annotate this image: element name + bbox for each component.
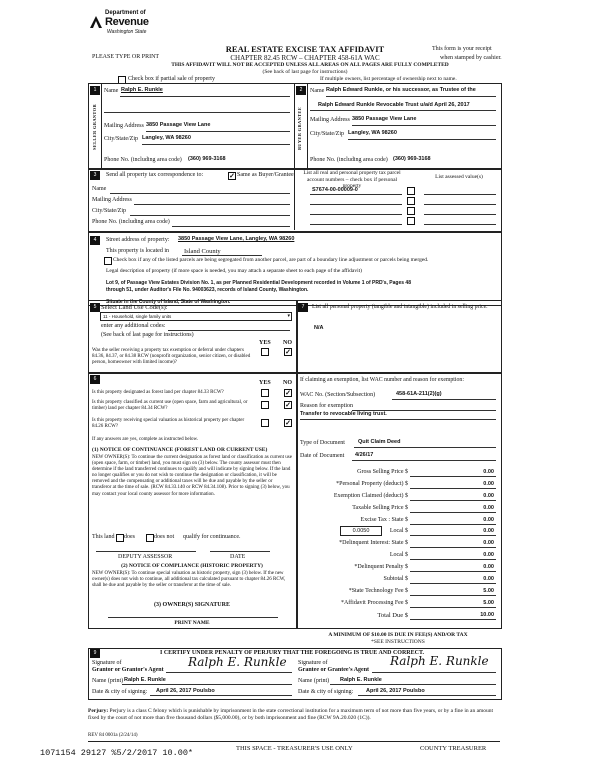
dor-logo bbox=[88, 10, 160, 44]
treasurer-stamp: 1071154 29127 %5/2/2017 10.00* bbox=[40, 748, 194, 758]
doc-type-value[interactable]: Quit Claim Deed bbox=[358, 439, 401, 445]
continuance-text: NEW OWNER(S): To continue the current designation as forest land or classification as current use (open space, farm, or timber) land, you must sign on (3) below. The county assessor must then determine if the land transferred continues to qualify and will indicate by signing below. If the land no longer qualifies or you do not wish to continue the designation or classification, it will be removed and the compensating or additional taxes will be due and payable by the seller or transferor at the time of sale. (RCW 84.33.140 or RCW 84.34.108). Prior to signing (3) below, you may contact your local county assessor for more information. bbox=[92, 455, 292, 497]
tax-label-excise-state: Excise Tax : State $ bbox=[360, 517, 408, 523]
print-name-label: PRINT NAME bbox=[174, 620, 210, 626]
parcel-1[interactable]: S7674-00-00009-0 bbox=[312, 187, 358, 193]
same-as-buyer-checkbox[interactable]: ✓ bbox=[229, 172, 235, 180]
tax-label-delinquent-state: *Delinquent Interest: State $ bbox=[339, 540, 408, 546]
grantor-sig-label-2: Grantor or Grantor's Agent bbox=[92, 667, 164, 673]
section-1-number: 1 bbox=[90, 86, 100, 95]
land-use-select[interactable] bbox=[100, 312, 292, 321]
seller-name[interactable]: Ralph E. Runkle bbox=[121, 87, 163, 93]
personal-property-label: List all personal property (tangible and intangible) included in selling price. bbox=[312, 304, 488, 310]
buyer-name-label: Name bbox=[310, 88, 325, 94]
personal-property-value[interactable]: N/A bbox=[314, 325, 324, 331]
segregated-checkbox[interactable] bbox=[104, 257, 112, 265]
s3-mailing-label: Mailing Address bbox=[92, 197, 132, 203]
doc-date-label: Date of Document bbox=[300, 453, 345, 459]
grantor-name-label: Name (print) bbox=[92, 678, 124, 684]
tax-value-penalty[interactable]: 0.00 bbox=[483, 564, 494, 570]
buyer-side-label: BUYER GRANTEE bbox=[297, 106, 302, 150]
does-label: does bbox=[124, 534, 135, 540]
s5-yes-header: YES bbox=[259, 340, 271, 346]
section-3-number: 3 bbox=[90, 171, 100, 180]
s3-name-label: Name bbox=[92, 186, 107, 192]
reason-value[interactable]: Transfer to revocable living trust. bbox=[300, 411, 387, 417]
certify-statement: I CERTIFY UNDER PENALTY OF PERJURY THAT THE FOREGOING IS TRUE AND CORRECT. bbox=[160, 650, 425, 656]
tax-value-exemption[interactable]: 0.00 bbox=[483, 493, 494, 499]
seller-phone[interactable]: (360) 969-3168 bbox=[188, 156, 226, 162]
receipt-note-1: This form is your receipt bbox=[432, 46, 492, 52]
buyer-phone[interactable]: (360) 969-3168 bbox=[393, 156, 431, 162]
please-type: PLEASE TYPE OR PRINT bbox=[92, 54, 160, 60]
seller-name-label: Name bbox=[104, 88, 119, 94]
tax-label-personal: *Personal Property (deduct) $ bbox=[336, 481, 408, 487]
tax-label-total: Total Due $ bbox=[377, 612, 408, 619]
grantee-date-label: Date & city of signing: bbox=[298, 689, 354, 695]
section-2-number: 2 bbox=[296, 86, 306, 95]
forest-no-checkbox[interactable]: ✓ bbox=[285, 389, 291, 397]
grantor-date[interactable]: April 26, 2017 Poulsbo bbox=[156, 688, 215, 694]
current-use-yes-checkbox[interactable] bbox=[261, 401, 269, 409]
form-title: REAL ESTATE EXCISE TAX AFFIDAVIT bbox=[225, 44, 385, 54]
grantor-sig-label-1: Signature of bbox=[92, 660, 122, 666]
property-street[interactable]: 3850 Passage View Lane, Langley, WA 98260 bbox=[178, 236, 295, 242]
does-checkbox[interactable] bbox=[116, 534, 124, 542]
buyer-city-label: City/State/Zip bbox=[310, 131, 344, 137]
section-4-number: 4 bbox=[90, 236, 100, 245]
buyer-phone-label: Phone No. (including area code) bbox=[310, 157, 388, 163]
buyer-mailing-label: Mailing Address bbox=[310, 117, 350, 123]
parcel-header: List all real and personal property tax parcel account numbers – check box if personal property bbox=[303, 170, 401, 190]
local-rate-select[interactable]: 0.0050 bbox=[340, 526, 382, 536]
tax-label-subtotal: Subtotal $ bbox=[383, 576, 408, 582]
s5-no-header: NO bbox=[283, 340, 292, 346]
s5-yes-checkbox[interactable] bbox=[261, 348, 269, 356]
multiple-owners-note: If multiple owners, list percentage of ownership next to name. bbox=[320, 76, 457, 82]
tax-label-exemption: Exemption Claimed (deduct) $ bbox=[333, 493, 408, 499]
see-instructions-note: *SEE INSTRUCTIONS bbox=[371, 639, 425, 645]
doc-date-value[interactable]: 4/26/17 bbox=[355, 452, 374, 458]
historic-yes-checkbox[interactable] bbox=[261, 419, 269, 427]
reason-label: Reason for exemption bbox=[300, 403, 353, 409]
assessed-header: List assessed value(s) bbox=[435, 174, 483, 180]
s5-no-checkbox[interactable]: ✓ bbox=[285, 348, 291, 356]
compliance-title: (2) NOTICE OF COMPLIANCE (HISTORIC PROPERTY) bbox=[121, 563, 263, 569]
grantee-sig-label-2: Grantee or Grantee's Agent bbox=[298, 667, 370, 673]
tax-value-personal[interactable]: 0.00 bbox=[483, 481, 494, 487]
tax-value-processing-fee[interactable]: 5.00 bbox=[483, 600, 494, 606]
legal-line-2[interactable]: through 51, under Auditor's File No. 94003623, records of Island County, Washington. bbox=[106, 287, 309, 293]
located-label: This property is located in bbox=[106, 248, 169, 254]
additional-codes-label: enter any additional codes: bbox=[101, 323, 166, 329]
grantor-signature: Ralph E. Runkle bbox=[188, 655, 287, 669]
seller-city[interactable]: Langley, WA 98260 bbox=[142, 135, 191, 141]
tax-label-gross: Gross Selling Price $ bbox=[357, 469, 408, 475]
tax-label-taxable: Taxable Selling Price $ bbox=[352, 505, 408, 511]
tax-value-local[interactable]: 0.00 bbox=[483, 528, 494, 534]
seller-city-label: City/State/Zip bbox=[104, 136, 138, 142]
segregated-label: Check box if any of the listed parcels are being segregated from another parcel, are part of a boundary line adjustment or parcels being merged. bbox=[113, 257, 429, 263]
parcel-4-personal-checkbox[interactable] bbox=[407, 217, 415, 225]
wac-label: WAC No. (Section/Subsection) bbox=[300, 392, 376, 398]
section-9-number: 9 bbox=[90, 649, 100, 658]
forest-yes-checkbox[interactable] bbox=[261, 389, 269, 397]
buyer-mailing[interactable]: 3850 Passage View Lane bbox=[352, 116, 417, 122]
legal-line-1[interactable]: Lot 9, of Passage View Estates Division No. 1, as per Planned Residential Development recorded in Volume 1 of PRD's, Pages 48 bbox=[106, 280, 411, 286]
wac-value[interactable]: 458-61A-211(2)(g) bbox=[396, 391, 442, 397]
perjury-text: Perjury is a class C felony which is punishable by imprisonment in the state correctional institution for a maximum term of not more than five years, or by a fine in an amount fixed by the court of not more than five thousand dollars ($5,000.00), or by both imprisonment and fine (RCW 9A.20.020 (1C)). bbox=[88, 708, 494, 722]
tax-label-penalty: *Delinquent Penalty $ bbox=[354, 564, 408, 570]
assessor-date-label: DATE bbox=[230, 554, 246, 560]
buyer-name-line2[interactable]: Ralph Edward Runkle Revocable Trust u/a/d April 26, 2017 bbox=[318, 102, 470, 108]
seller-mailing[interactable]: 3850 Passage View Lane bbox=[146, 122, 211, 128]
seller-phone-label: Phone No. (including area code) bbox=[104, 157, 182, 163]
tax-value-delinquent-state[interactable]: 0.00 bbox=[483, 540, 494, 546]
receipt-note-2: when stamped by cashier. bbox=[440, 55, 502, 61]
county-treasurer-label: COUNTY TREASURER bbox=[420, 745, 487, 752]
dept-line3: Washington State bbox=[107, 29, 147, 35]
continuance-title: (1) NOTICE OF CONTINUANCE (FOREST LAND OR CURRENT USE) bbox=[92, 447, 268, 453]
seller-side-label: SELLER GRANTOR bbox=[92, 103, 97, 150]
land-use-label: Select Land Use Code(s): bbox=[101, 304, 168, 311]
instructions-note: (See back of last page for instructions) bbox=[262, 69, 348, 75]
current-use-question: Is this property classified as current use (open space, farm and agricultural, or timber) land per chapter 84.34 RCW? bbox=[92, 400, 248, 411]
parcel-3-personal-checkbox[interactable] bbox=[407, 207, 415, 215]
grantee-name[interactable]: Ralph E. Runkle bbox=[340, 677, 382, 683]
legal-line-3[interactable]: Situate in the County of Island, State of Washington. bbox=[106, 299, 231, 305]
located-county[interactable]: Island County bbox=[184, 248, 221, 255]
tax-value-excise-state[interactable]: 0.00 bbox=[483, 517, 494, 523]
exemption-question: Was the seller receiving a property tax exemption or deferral under chapters 84.36, 84.37, or 84.38 RCW (nonprofit organization, senior citizen, or disabled person, homeowner with limited income)? bbox=[92, 348, 251, 365]
same-as-buyer-label: Same as Buyer/Grantee bbox=[237, 172, 294, 178]
parcel-1-personal-checkbox[interactable] bbox=[407, 187, 415, 195]
tax-value-tech-fee[interactable]: 5.00 bbox=[483, 588, 494, 594]
compliance-text: NEW OWNER(S): To continue special valuation as historic property, sign (3) below. If the new owner(s) does not wish to continue, all additional tax calculated pursuant to chapter 84.26 RCW, shall be due and payable by the seller or transferor at the time of sale. bbox=[92, 571, 286, 588]
doc-type-label: Type of Document bbox=[300, 440, 345, 446]
s6-yes-header: YES bbox=[259, 380, 271, 386]
grantee-sig-label-1: Signature of bbox=[298, 660, 328, 666]
perjury-block bbox=[88, 708, 500, 722]
tax-value-gross[interactable]: 0.00 bbox=[483, 469, 494, 475]
street-label: Street address of property: bbox=[106, 237, 170, 243]
tax-value-delinquent-local[interactable]: 0.00 bbox=[483, 552, 494, 558]
section-7-box bbox=[296, 300, 502, 374]
exemption-claim-label: If claiming an exemption, list WAC number and reason for exemption: bbox=[300, 377, 464, 383]
qualify-label: qualify for continuance. bbox=[183, 534, 241, 540]
this-land-label: This land bbox=[92, 534, 115, 540]
if-yes-note: If any answers are yes, complete as instructed below. bbox=[92, 437, 199, 442]
section-7-number: 7 bbox=[298, 303, 308, 312]
deputy-assessor-label: DEPUTY ASSESSOR bbox=[118, 554, 173, 560]
tax-value-taxable[interactable]: 0.00 bbox=[483, 505, 494, 511]
section-6-number: 6 bbox=[90, 375, 100, 384]
treasurer-space-label: THIS SPACE - TREASURER'S USE ONLY bbox=[236, 745, 353, 752]
s3-phone-label: Phone No. (including area code) bbox=[92, 219, 170, 225]
tax-label-processing-fee: *Affidavit Processing Fee $ bbox=[340, 600, 408, 606]
does-not-label: does not bbox=[154, 534, 175, 540]
correspondence-label: Send all property tax correspondence to: bbox=[106, 172, 204, 178]
grantor-name[interactable]: Ralph E. Runkle bbox=[124, 677, 166, 683]
buyer-city[interactable]: Langley, WA 98260 bbox=[348, 130, 397, 136]
parcel-2-personal-checkbox[interactable] bbox=[407, 197, 415, 205]
s6-no-header: NO bbox=[283, 380, 292, 386]
tax-label-delinquent-local: Local $ bbox=[389, 552, 408, 558]
tax-label-tech-fee: *State Technology Fee $ bbox=[348, 588, 408, 594]
land-use-value: 11 - Household, single family units bbox=[103, 314, 172, 319]
tax-value-subtotal[interactable]: 0.00 bbox=[483, 576, 494, 582]
section-5-number: 5 bbox=[90, 303, 100, 312]
perjury-label: Perjury: bbox=[88, 708, 109, 714]
grantor-date-label: Date & city of signing: bbox=[92, 689, 148, 695]
does-not-checkbox[interactable] bbox=[146, 534, 154, 542]
grantee-name-label: Name (print) bbox=[298, 678, 330, 684]
minimum-note: A MINIMUM OF $10.00 IS DUE IN FEE(S) AND/OR TAX bbox=[328, 632, 468, 638]
chevron-down-icon: ▾ bbox=[287, 314, 290, 319]
rev-number: REV 84 0001a (2/24/14) bbox=[88, 733, 138, 738]
form-warning: THIS AFFIDAVIT WILL NOT BE ACCEPTED UNLESS ALL AREAS ON ALL PAGES ARE FULLY COMPLETED bbox=[171, 62, 449, 68]
historic-no-checkbox[interactable]: ✓ bbox=[285, 419, 291, 427]
see-back-note: (See back of last page for instructions) bbox=[101, 332, 194, 338]
tax-value-total[interactable]: 10.00 bbox=[480, 612, 494, 618]
form-chapter: CHAPTER 82.45 RCW – CHAPTER 458-61A WAC bbox=[230, 54, 380, 62]
partial-sale-label: Check box if partial sale of property bbox=[128, 76, 215, 82]
owner-signature-label: (3) OWNER(S) SIGNATURE bbox=[154, 602, 230, 608]
seller-mailing-label: Mailing Address bbox=[104, 123, 144, 129]
grantee-signature: Ralph E. Runkle bbox=[390, 654, 489, 668]
grantee-date[interactable]: April 26, 2017 Poulsbo bbox=[366, 688, 425, 694]
s3-city-label: City/State/Zip bbox=[92, 208, 126, 214]
forest-question: Is this property designated as forest land per chapter 84.33 RCW? bbox=[92, 390, 224, 395]
tax-label-local: Local $ bbox=[389, 528, 408, 534]
historic-question: Is this property receiving special valuation as historical property per chapter 84.26 RCW? bbox=[92, 418, 245, 429]
legal-label: Legal description of property (if more space is needed, you may attach a separate sheet to each page of the affidavit) bbox=[106, 268, 362, 274]
dept-line1: Department of bbox=[105, 10, 146, 16]
dept-line2: Revenue bbox=[105, 16, 149, 28]
buyer-name[interactable]: Ralph Edward Runkle, or his successor, as Trustee of the bbox=[326, 87, 476, 93]
dor-logo-icon bbox=[88, 14, 104, 30]
current-use-no-checkbox[interactable]: ✓ bbox=[285, 401, 291, 409]
